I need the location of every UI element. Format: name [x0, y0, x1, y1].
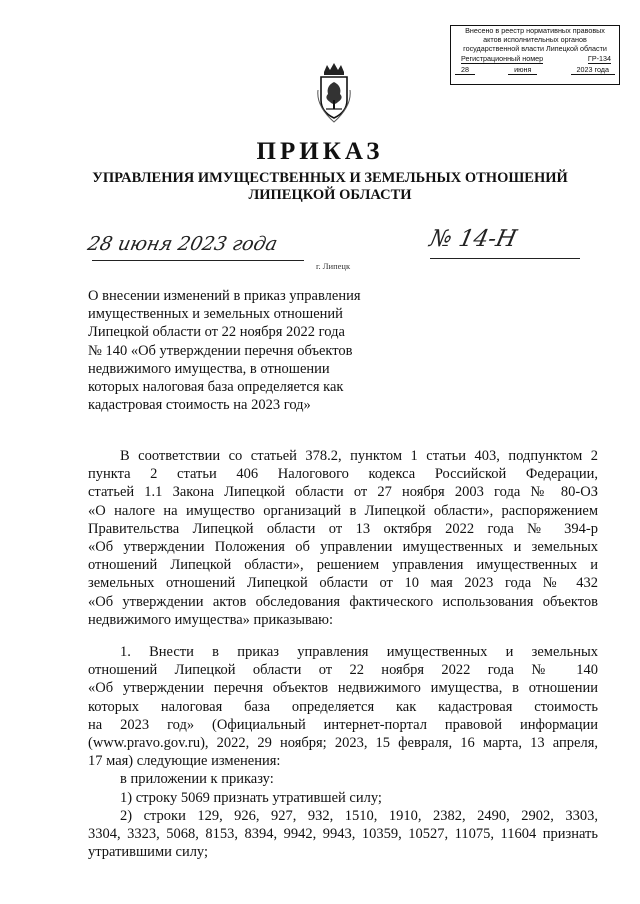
body-line: В соответствии со статьей 378.2, пунктом 1 статьи 403, подпунктом 2: [120, 448, 598, 464]
stamp-day: 28: [455, 65, 475, 75]
stamp-date-row: [451, 65, 619, 75]
document-title: ПРИКАЗ: [256, 138, 384, 165]
body-line: которых налоговая база определяется как кадастровая стоимость: [88, 698, 598, 715]
body-line: на 2023 год» (Официальный интернет-портал правовой информации: [88, 716, 598, 733]
body-line: «Об утверждении перечня объектов недвижимого имущества, в отношении: [88, 680, 598, 697]
subtitle-line: УПРАВЛЕНИЯ ИМУЩЕСТВЕННЫХ И ЗЕМЕЛЬНЫХ ОТНОШЕНИЙ: [92, 170, 568, 186]
stamp-reg-label: Регистрационный номер: [461, 54, 544, 63]
city-label: г. Липецк: [316, 261, 351, 271]
handwritten-date: 28 июня 2023 года: [85, 233, 280, 255]
date-underline: [92, 260, 304, 261]
stamp-year: 2023 года: [571, 65, 615, 75]
subtitle-line: ЛИПЕЦКОЙ ОБЛАСТИ: [248, 187, 412, 203]
body-line: отношений Липецкой области», решением управления имущественных и: [88, 557, 598, 574]
body-line: недвижимого имущества» приказываю:: [88, 611, 333, 628]
body-line: 2) строки 129, 926, 927, 932, 1510, 1910, 2382, 2490, 2902, 3303,: [120, 807, 598, 824]
registry-stamp: [450, 25, 620, 85]
stamp-line: актов исполнительных органов: [483, 35, 587, 44]
document-subtitle: [80, 170, 580, 204]
body-line: статьей 1.1 Закона Липецкой области от 27 ноября 2003 года № 80-ОЗ: [88, 484, 598, 501]
stamp-month: июня: [508, 65, 537, 75]
coat-of-arms-icon: [316, 60, 352, 124]
body-line: 3304, 3323, 5068, 8153, 8394, 9942, 9943, 10359, 10527, 11075, 11604 признать: [88, 826, 598, 843]
subject-line: которых налоговая база определяется как: [88, 379, 344, 396]
subject-line: кадастровая стоимость на 2023 год»: [88, 397, 311, 414]
stamp-line: государственной власти Липецкой области: [463, 44, 607, 53]
stamp-reg-number: ГР-134: [587, 54, 611, 63]
number-underline: [430, 258, 580, 259]
body-line: пункта 2 статьи 406 Налогового кодекса Российской Федерации,: [88, 466, 598, 483]
body-line: «Об утверждении Положения об управлении имущественных и земельных: [88, 539, 598, 556]
subject-line: недвижимого имущества, в отношении: [88, 360, 330, 377]
subject-line: О внесении изменений в приказ управления: [88, 288, 361, 304]
order-subject: [88, 287, 388, 414]
body-line: (www.pravo.gov.ru), 2022, 29 ноября; 2023, 15 февраля, 16 марта, 13 апреля,: [88, 735, 598, 752]
body-line: в приложении к приказу:: [120, 771, 274, 788]
body-line: 1) строку 5069 признать утратившей силу;: [120, 789, 382, 806]
body-line: 1. Внести в приказ управления имущественных и земельных: [120, 644, 598, 661]
body-line: земельных отношений Липецкой области от 10 мая 2023 года № 432: [88, 575, 598, 592]
subject-line: имущественных и земельных отношений: [88, 306, 343, 323]
body-line: Правительства Липецкой области от 13 октября 2022 года № 394-р: [88, 520, 598, 537]
body-line: 17 мая) следующие изменения:: [88, 753, 281, 770]
body-line: «О налоге на имущество организаций в Липецкой области», распоряжением: [88, 502, 598, 519]
order-body: [88, 447, 598, 861]
subject-line: № 140 «Об утверждении перечня объектов: [88, 342, 353, 359]
stamp-registration-row: [451, 54, 619, 64]
body-line: «Об утверждении актов обследования фактического использования объектов: [88, 593, 598, 610]
handwritten-number: № 14-Н: [427, 226, 519, 252]
body-line: утратившими силу;: [88, 844, 209, 861]
stamp-line: Внесено в реестр нормативных правовых: [465, 26, 605, 35]
subject-line: Липецкой области от 22 ноября 2022 года: [88, 324, 345, 341]
body-line: отношений Липецкой области от 22 ноября 2022 года № 140: [88, 662, 598, 679]
